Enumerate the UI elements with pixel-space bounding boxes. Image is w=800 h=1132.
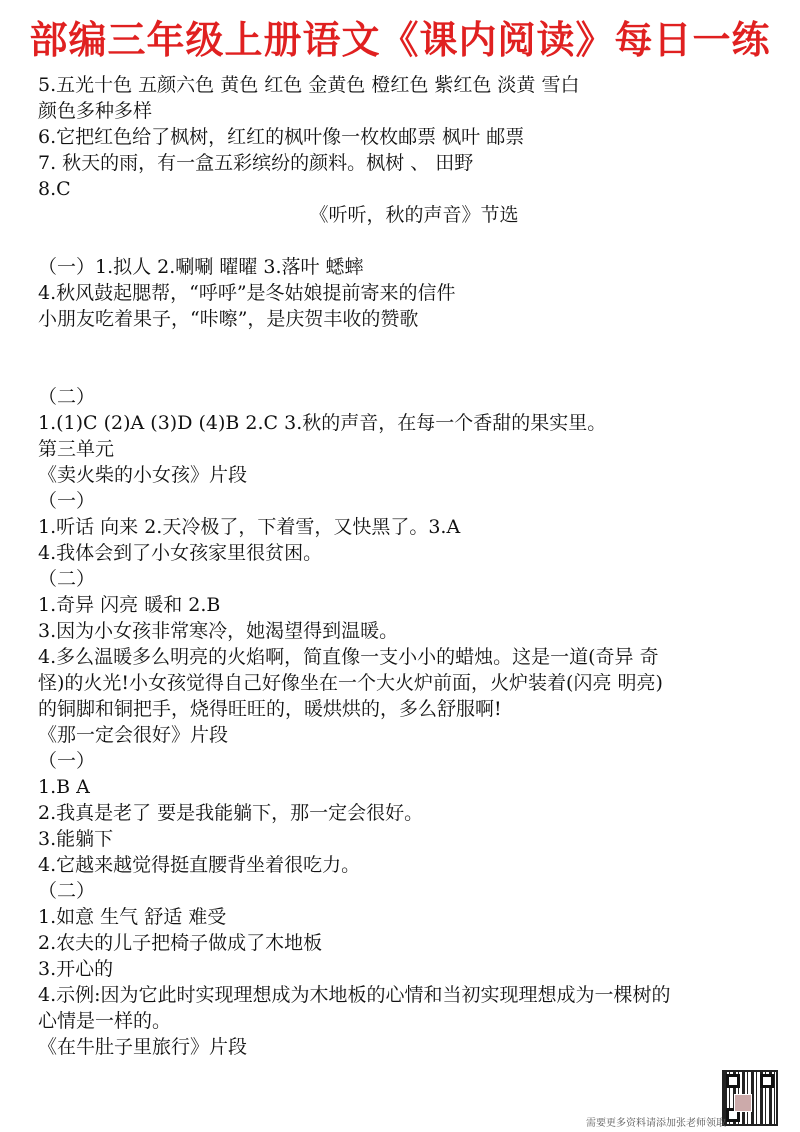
section-heading: 《在牛肚子里旅行》片段 xyxy=(38,1036,248,1058)
answer-line: 7. 秋天的雨，有一盒五彩缤纷的颜料。枫树 、 田野 xyxy=(38,152,474,174)
answer-line: 1.如意 生气 舒适 难受 xyxy=(38,906,227,928)
answer-line: 怪)的火光!小女孩觉得自己好像坐在一个大火炉前面，火炉装着(闪亮 明亮) xyxy=(38,672,663,694)
answer-line: 4.多么温暖多么明亮的火焰啊，简直像一支小小的蜡烛。这是一道(奇异 奇 xyxy=(38,646,659,668)
answer-line: （二） xyxy=(38,880,96,902)
spacer xyxy=(38,228,790,254)
answer-line: 4.我体会到了小女孩家里很贫困。 xyxy=(38,542,323,564)
footer xyxy=(546,1070,786,1128)
answer-line: 2.农夫的儿子把椅子做成了木地板 xyxy=(38,932,323,954)
qr-finder-icon xyxy=(726,1074,740,1088)
answer-line: 4.示例:因为它此时实现理想成为木地板的心情和当初实现理想成为一棵树的 xyxy=(38,984,671,1006)
qr-finder-icon xyxy=(760,1074,774,1088)
answer-line: 颜色多种多样 xyxy=(38,100,153,122)
section-heading: 《那一定会很好》片段 xyxy=(38,724,229,746)
page-title: 部编三年级上册语文《课内阅读》每日一练 xyxy=(29,18,771,62)
answer-line: （一） xyxy=(38,490,96,512)
answer-line: （二） xyxy=(38,568,96,590)
answer-line: （二） xyxy=(38,386,96,408)
answer-line: （一）1.拟人 2.唰唰 曜曜 3.落叶 蟋蟀 xyxy=(38,256,364,278)
answer-line: 4.秋风鼓起腮帮，“呼呼”是冬姑娘提前寄来的信件 xyxy=(38,282,456,304)
answer-line: 3.能躺下 xyxy=(38,828,114,850)
answer-line: 心情是一样的。 xyxy=(38,1010,172,1032)
answer-line: 1.听话 向来 2.天冷极了，下着雪，又快黑了。3.A xyxy=(38,516,461,538)
answer-line: 4.它越来越觉得挺直腰背坐着很吃力。 xyxy=(38,854,361,876)
answer-line: 6.它把红色给了枫树，红红的枫叶像一枚枚邮票 枫叶 邮票 xyxy=(38,126,525,148)
answer-line: 1.B A xyxy=(38,776,90,798)
answer-line: （一） xyxy=(38,750,96,772)
answer-content xyxy=(38,72,790,1060)
answer-line: 的铜脚和铜把手，烧得旺旺的，暖烘烘的，多么舒服啊! xyxy=(38,698,502,720)
spacer xyxy=(38,358,790,384)
answer-line: 3.因为小女孩非常寒冷，她渴望得到温暖。 xyxy=(38,620,399,642)
answer-line: 1.奇异 闪亮 暖和 2.B xyxy=(38,594,221,616)
unit-heading: 第三单元 xyxy=(38,438,115,460)
footer-note: 需要更多资料请添加张老师领取 xyxy=(586,1118,726,1129)
avatar xyxy=(734,1094,752,1112)
answer-line: 3.开心的 xyxy=(38,958,114,980)
answer-line: 2.我真是老了 要是我能躺下，那一定会很好。 xyxy=(38,802,424,824)
qr-code-icon xyxy=(722,1070,778,1126)
answer-line: 1.(1)C (2)A (3)D (4)B 2.C 3.秋的声音，在每一个香甜的果实里。 xyxy=(38,412,607,434)
spacer xyxy=(38,332,790,358)
answer-line: 小朋友吃着果子，“咔嚓”，是庆贺丰收的赞歌 xyxy=(38,308,419,330)
answer-line: 8.C xyxy=(38,178,71,200)
section-heading: 《卖火柴的小女孩》片段 xyxy=(38,464,248,486)
section-heading: 《听听，秋的声音》节选 xyxy=(309,204,519,226)
answer-line: 5.五光十色 五颜六色 黄色 红色 金黄色 橙红色 紫红色 淡黄 雪白 xyxy=(38,74,580,96)
